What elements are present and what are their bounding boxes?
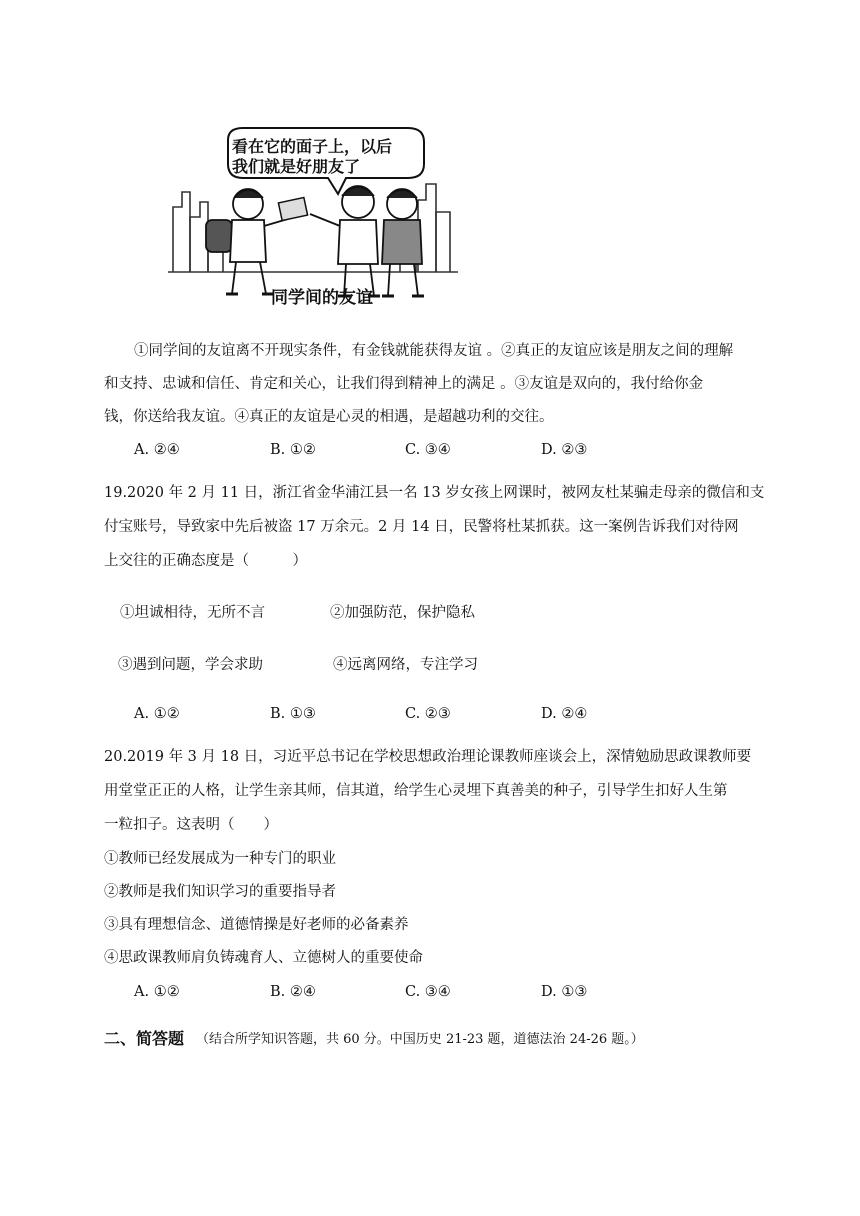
cartoon-caption: 同学间的友谊 bbox=[271, 288, 373, 308]
q18-statement-line-2: 和支持、忠诚和信任、肯定和关心，让我们得到精神上的满足 。③友谊是双向的，我付给你金 bbox=[104, 376, 704, 392]
speech-line-1: 看在它的面子上，以后 bbox=[232, 137, 393, 156]
q18-statement-line-3: 钱，你送给我友谊。④真正的友谊是心灵的相遇，是超越功利的交往。 bbox=[104, 409, 554, 425]
q20-stem-line-1: 20.2019 年 3 月 18 日，习近平总书记在学校思想政治理论课教师座谈会上，深情勉励思政课教师要 bbox=[104, 749, 752, 765]
q19-option-c[interactable]: C. ②③ bbox=[405, 706, 451, 722]
q20-stem-line-3: 一粒扣子。这表明（ ） bbox=[104, 817, 278, 833]
q19-statement-3: ③遇到问题，学会求助 bbox=[118, 657, 263, 673]
section-title: 二、简答题 bbox=[104, 1029, 185, 1048]
q20-statement-1: ①教师已经发展成为一种专门的职业 bbox=[104, 851, 336, 867]
q19-stem-line-3: 上交往的正确态度是（ ） bbox=[104, 553, 307, 569]
q20-option-a[interactable]: A. ①② bbox=[134, 984, 180, 1000]
q18-option-d[interactable]: D. ②③ bbox=[541, 442, 588, 458]
q20-option-b[interactable]: B. ②④ bbox=[270, 984, 316, 1000]
q20-option-c[interactable]: C. ③④ bbox=[405, 984, 451, 1000]
q20-statement-3: ③具有理想信念、道德情操是好老师的必备素养 bbox=[104, 917, 409, 933]
q18-option-c[interactable]: C. ③④ bbox=[405, 442, 451, 458]
q19-option-b[interactable]: B. ①③ bbox=[270, 706, 316, 722]
q19-stem-line-2: 付宝账号，导致家中先后被盗 17 万余元。2 月 14 日，民警将杜某抓获。这一案例告诉我们对待网 bbox=[104, 519, 739, 535]
q18-option-b[interactable]: B. ①② bbox=[270, 442, 316, 458]
q19-option-a[interactable]: A. ①② bbox=[134, 706, 180, 722]
q20-statement-4: ④思政课教师肩负铸魂育人、立德树人的重要使命 bbox=[104, 950, 423, 966]
q19-option-d[interactable]: D. ②④ bbox=[541, 706, 588, 722]
boy-middle-icon bbox=[310, 186, 380, 296]
money-icon bbox=[278, 197, 307, 220]
q20-statement-2: ②教师是我们知识学习的重要指导者 bbox=[104, 884, 336, 900]
q20-option-d[interactable]: D. ①③ bbox=[541, 984, 588, 1000]
q19-statement-2: ②加强防范，保护隐私 bbox=[330, 605, 475, 621]
boy-right-icon bbox=[382, 189, 424, 296]
q18-option-a[interactable]: A. ②④ bbox=[134, 442, 180, 458]
q19-statement-1: ①坦诚相待，无所不言 bbox=[120, 605, 265, 621]
q19-statement-4: ④远离网络，专注学习 bbox=[333, 657, 478, 673]
q19-stem-line-1: 19.2020 年 2 月 11 日，浙江省金华浦江县一名 13 岁女孩上网课时，被网友杜某骗走母亲的微信和支 bbox=[104, 485, 765, 501]
speech-line-2: 我们就是好朋友了 bbox=[232, 157, 361, 176]
section-note: （结合所学知识答题，共 60 分。中国历史 21-23 题，道德法治 24-26 题。） bbox=[196, 1032, 644, 1047]
q20-stem-line-2: 用堂堂正正的人格，让学生亲其师，信其道，给学生心灵埋下真善美的种子，引导学生扣好人生第 bbox=[104, 783, 728, 799]
q18-statement-line-1: ①同学间的友谊离不开现实条件，有金钱就能获得友谊 。②真正的友谊应该是朋友之间的理解 bbox=[134, 343, 734, 359]
